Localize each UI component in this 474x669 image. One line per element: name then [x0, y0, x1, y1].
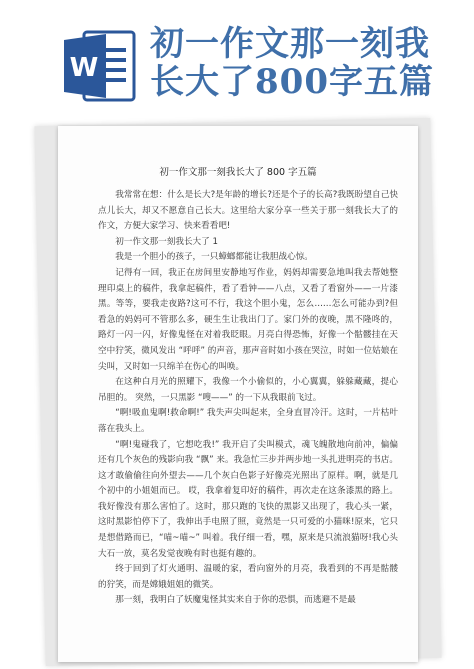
paragraph: “啊!鬼碰我了，它想吃我!” 我开启了尖叫模式，魂飞魄散地向前冲，偏偏还有几个灰色的残影向我 “飘” 来。我急忙三步并两步地一头扎进明亮的书店。这才敢偷偷往向外望去——几个灰白色影子好像亮光照出了原样。啊，就是几个初中的小姐姐而已。 哎，我拿着复印好的稿件，再次走在这条漆黑的路上。我好像没有那么害怕了。这时，那只跑的飞快的黑影又出现了，我心头一紧，这时黑影怕停下了，我伸出手电照了照，竟然是一只可爱的小猫咪!原来，它只是想借路而已，“喵~喵~” 叫着。我仔细一看，嘿，原来是只流浪猫呀!我心头大石一放，莫名发觉夜晚有时也挺有趣的。 — [98, 439, 398, 559]
paragraph: 终于回到了灯火通明、温暖的家，看向窗外的月亮，我看到的不再是骷髅的狞笑，而是嫦娥姐姐的微笑。 — [98, 564, 398, 590]
document-body — [98, 188, 398, 609]
paragraph: “啊!吸血鬼啊!救命啊!” 我失声尖叫起来，全身直冒冷汗。这时，一片枯叶落在我头上。 — [98, 408, 398, 434]
paragraph: 我常常在想：什么是长大?是年龄的增长?还是个子的长高?我既盼望自己快点儿长大，却又不愿意自己长大。这里给大家分享一些关于那一刻我长大了的作文，方便大家学习、快来看看吧! — [98, 190, 398, 232]
header-banner — [0, 0, 474, 118]
paragraph: 那一刻，我明白了妖魔鬼怪其实来自于你的恐惧，而逃避不是最 — [115, 595, 356, 606]
word-letter: W — [69, 53, 99, 83]
page-title-line2: 长大了800字五篇 — [150, 62, 434, 102]
document-page — [58, 126, 418, 662]
paragraph: 初一作文那一刻我长大了 1 — [115, 236, 218, 247]
page-title-line1: 初一作文那一刻我 — [150, 24, 430, 64]
paragraph: 在这种白月光的照耀下，我像一个小偷似的，小心翼翼，躲躲藏藏，提心吊胆的。 突然，一只黑影 “嗖——” 的一下从我眼前飞过。 — [98, 377, 398, 403]
word-document-icon — [62, 28, 138, 104]
paragraph: 记得有一回，我正在房间里安静地写作业，妈妈却需要急地叫我去帮她整理印桌上的稿件，我拿起稿件，看了看钟——八点，又看了看窗外——一片漆黑。等等，要我走夜路?这可不行，我这个胆小鬼，怎么……怎么可能办到?但看急的妈妈可不管那么多，硬生生让我出门了。家门外的夜晚，黑不隆咚的，路灯一闪一闪，好像鬼怪在对着我眨眼。月亮白得恐怖，好像一个骷髅挂在天空中狞笑，微风发出 “呼呼” 的声音，那声音时如小孩在哭泣，时如一位姑娘在尖叫，又时如一只绵羊在伤心的叫唤。 — [98, 267, 398, 372]
paragraph: 我是一个胆小的孩子，一只蟑螂都能让我胆战心惊。 — [115, 252, 313, 263]
document-title: 初一作文那一刻我长大了 800 字五篇 — [159, 167, 317, 178]
